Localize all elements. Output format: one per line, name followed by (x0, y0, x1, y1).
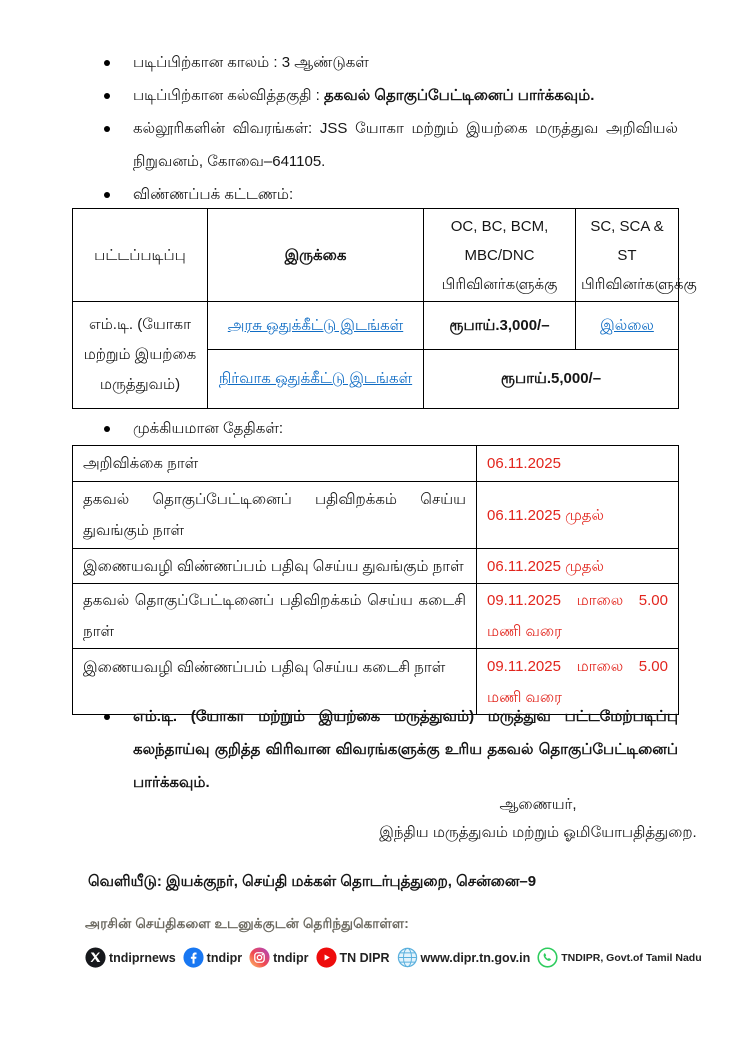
social-label: tndiprnews (109, 950, 176, 965)
bullet-course-duration (133, 46, 678, 79)
facebook-icon (183, 947, 204, 968)
social-link-instagram[interactable] (249, 947, 308, 968)
table-row (73, 584, 679, 649)
bullet-application-fee (133, 178, 678, 211)
fee-header-sc-line2: பிரிவினர்களுக்கு (581, 275, 697, 293)
social-label: TN DIPR (339, 950, 390, 965)
social-label: tndipr (273, 950, 309, 965)
application-fee-text: விண்ணப்பக் கட்டணம்: (133, 186, 294, 203)
footer-strip (85, 916, 733, 968)
fee-header-seat: இருக்கை (208, 209, 424, 302)
fee-table (72, 208, 697, 409)
signature-title: ஆணையர், (499, 796, 577, 813)
social-label: www.dipr.tn.gov.in (420, 950, 531, 965)
college-details-text: கல்லூரிகளின் விவரங்கள்: JSS யோகா மற்றும் இயற்கை மருத்துவ அறிவியல் நிறுவனம், கோவை–641105. (133, 120, 678, 170)
closing-note-text: எம்.டி. (யோகா மற்றும் இயற்கை மருத்துவம்) மருத்துவ பட்டமேற்படிப்பு கலந்தாய்வு குறித்த விரிவான விவரங்களுக்கு உரிய தகவல் தொகுப்பேட்டினைப் பார்க்கவும். (133, 708, 678, 791)
qualification-prefix: படிப்பிற்கான கல்வித்தகுதி : (133, 87, 324, 104)
fee-oc-amount: ரூபாய்.3,000/– (424, 302, 576, 350)
bullet-important-dates (133, 412, 678, 445)
release-line: வெளியீடு: இயக்குநர், செய்தி மக்கள் தொடர்புத்துறை, சென்னை–9 (88, 873, 537, 890)
dates-table (72, 445, 679, 715)
date-value: 06.11.2025 முதல் (477, 549, 679, 584)
date-label: தகவல் தொகுப்பேட்டினைப் பதிவிறக்கம் செய்ய கடைசி நாள் (73, 584, 477, 649)
social-link-youtube[interactable] (316, 947, 390, 968)
date-value: 09.11.2025 மாலை 5.00 மணி வரை (477, 584, 679, 649)
date-label: தகவல் தொகுப்பேட்டினைப் பதிவிறக்கம் செய்ய துவங்கும் நாள் (73, 482, 477, 549)
fee-header-oc-line1: OC, BC, BCM, (450, 217, 549, 235)
social-links-row (85, 947, 733, 968)
fee-header-sc (576, 209, 697, 302)
fee-mgmt-amount: ரூபாய்.5,000/– (424, 350, 679, 409)
table-row (73, 446, 679, 482)
table-row (73, 482, 679, 549)
social-link-website[interactable] (397, 947, 531, 968)
date-label: இணையவழி விண்ணப்பம் பதிவு செய்ய துவங்கும் நாள் (73, 549, 477, 584)
youtube-icon (316, 947, 337, 968)
date-label: அறிவிக்கை நாள் (73, 446, 477, 482)
closing-note-wrap (72, 700, 678, 799)
fee-header-sc-line1: SC, SCA & ST (590, 217, 664, 264)
fee-header-oc (424, 209, 576, 302)
whatsapp-icon (537, 947, 558, 968)
mgmt-quota-seats-link[interactable]: நிர்வாக ஒதுக்கீட்டு இடங்கள் (218, 370, 413, 387)
fee-table-header-row (73, 209, 679, 302)
fee-header-oc-line3: பிரிவினர்களுக்கு (441, 275, 558, 293)
fee-header-oc-line2: MBC/DNC (464, 246, 535, 264)
date-value: 06.11.2025 முதல் (477, 482, 679, 549)
sc-fee-nil-link[interactable]: இல்லை (600, 316, 654, 334)
fee-degree-cell: எம்.டி. (யோகா மற்றும் இயற்கை மருத்துவம்) (73, 302, 208, 409)
date-label: இணையவழி விண்ணப்பம் பதிவு செய்ய கடைசி நாள் (73, 649, 477, 715)
bullet-qualification (133, 79, 678, 112)
govt-quota-seats-link[interactable]: அரசு ஒதுக்கீட்டு இடங்கள் (227, 316, 404, 334)
bullet-college-details (133, 112, 678, 178)
table-row (73, 549, 679, 584)
important-dates-text: முக்கியமான தேதிகள்: (133, 420, 284, 437)
globe-icon (397, 947, 418, 968)
signature-block (357, 791, 719, 847)
signature-department: இந்திய மருத்துவம் மற்றும் ஓமியோபதித்துறை. (379, 824, 697, 841)
social-link-whatsapp[interactable] (537, 947, 701, 968)
x-icon (85, 947, 106, 968)
social-link-x[interactable] (85, 947, 176, 968)
footer-tagline: அரசின் செய்திகளை உடனுக்குடன் தெரிந்துகொள்ள: (85, 916, 409, 931)
instagram-icon (249, 947, 270, 968)
fee-table-row-govt (73, 302, 679, 350)
top-bullet-list (72, 46, 678, 211)
bullet-closing-note (133, 700, 678, 799)
fee-header-degree: பட்டப்படிப்பு (73, 209, 208, 302)
date-value: 09.11.2025 மாலை 5.00 மணி வரை (477, 649, 679, 715)
course-duration-text: படிப்பிற்கான காலம் : 3 ஆண்டுகள் (133, 54, 369, 71)
important-dates-heading-wrap (72, 412, 678, 445)
date-value: 06.11.2025 (477, 446, 679, 482)
qualification-note: தகவல் தொகுப்பேட்டினைப் பார்க்கவும். (324, 87, 595, 104)
social-label: tndipr (206, 950, 243, 965)
social-link-facebook[interactable] (183, 947, 242, 968)
social-label: TNDIPR, Govt.of Tamil Nadu (561, 951, 702, 964)
